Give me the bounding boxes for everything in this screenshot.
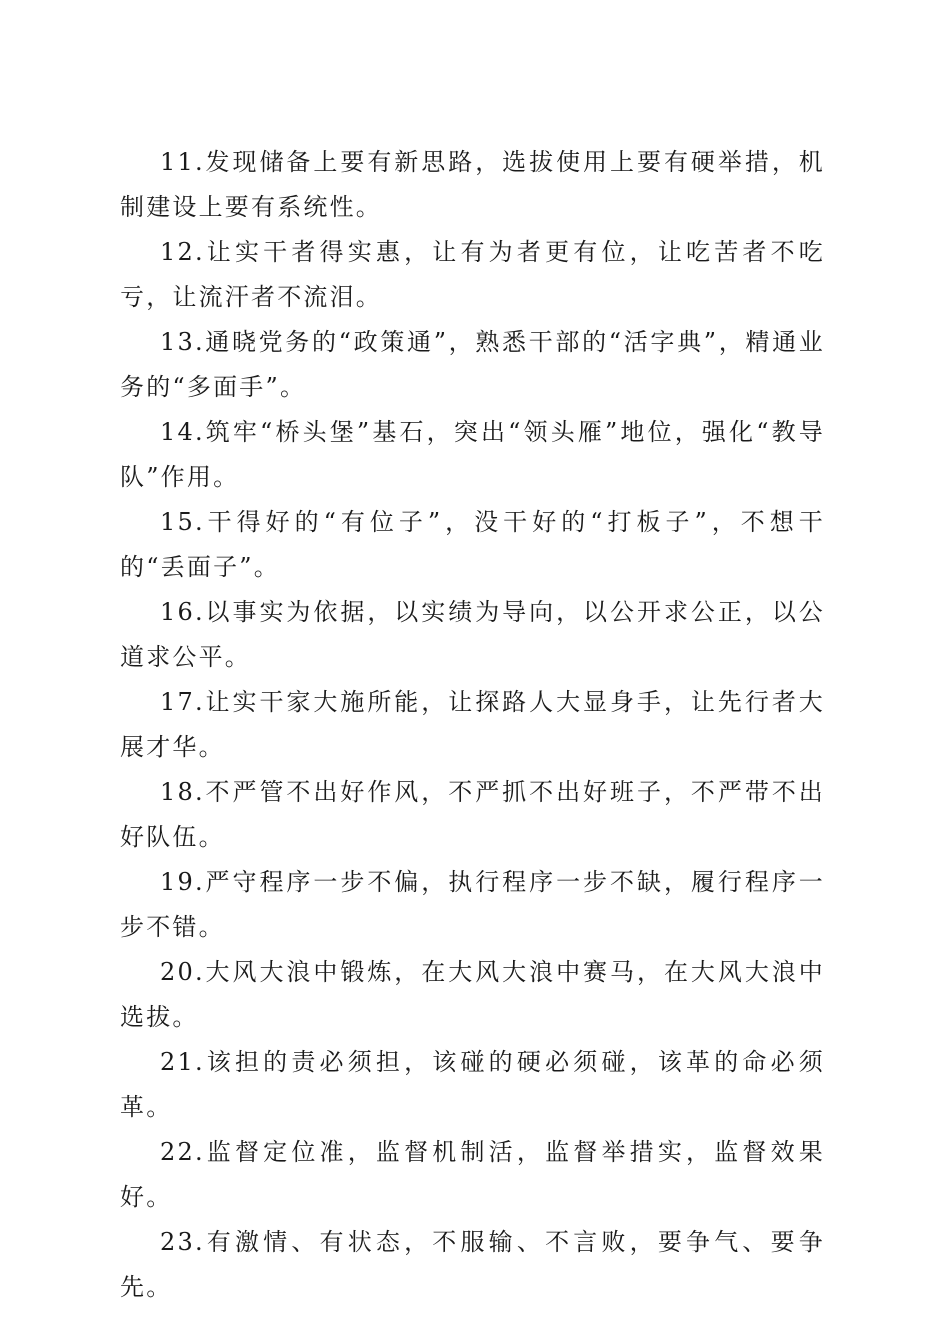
- list-item-11: 11.发现储备上要有新思路，选拔使用上要有硬举措，机制建设上要有系统性。: [120, 148, 825, 221]
- list-item-21: 21.该担的责必须担，该碰的硬必须碰，该革的命必须革。: [120, 1048, 825, 1121]
- list-item-18: 18.不严管不出好作风，不严抓不出好班子，不严带不出好队伍。: [120, 778, 825, 851]
- list-item-12: 12.让实干者得实惠，让有为者更有位，让吃苦者不吃亏，让流汗者不流泪。: [120, 238, 825, 311]
- list-item-17: 17.让实干家大施所能，让探路人大显身手，让先行者大展才华。: [120, 688, 825, 761]
- list-item-23: 23.有激情、有状态，不服输、不言败，要争气、要争先。: [120, 1228, 825, 1301]
- list-item-13: 13.通晓党务的“政策通”，熟悉干部的“活字典”，精通业务的“多面手”。: [120, 328, 825, 401]
- list-item-16: 16.以事实为依据，以实绩为导向，以公开求公正，以公道求公平。: [120, 598, 825, 671]
- list-item-22: 22.监督定位准，监督机制活，监督举措实，监督效果好。: [120, 1138, 825, 1211]
- list-item-14: 14.筑牢“桥头堡”基石，突出“领头雁”地位，强化“教导队”作用。: [120, 418, 825, 491]
- list-item-20: 20.大风大浪中锻炼，在大风大浪中赛马，在大风大浪中选拔。: [120, 958, 825, 1031]
- list-item-19: 19.严守程序一步不偏，执行程序一步不缺，履行程序一步不错。: [120, 868, 825, 941]
- list-item-15: 15.干得好的“有位子”，没干好的“打板子”，不想干的“丢面子”。: [120, 508, 825, 581]
- document-body: [120, 140, 825, 1310]
